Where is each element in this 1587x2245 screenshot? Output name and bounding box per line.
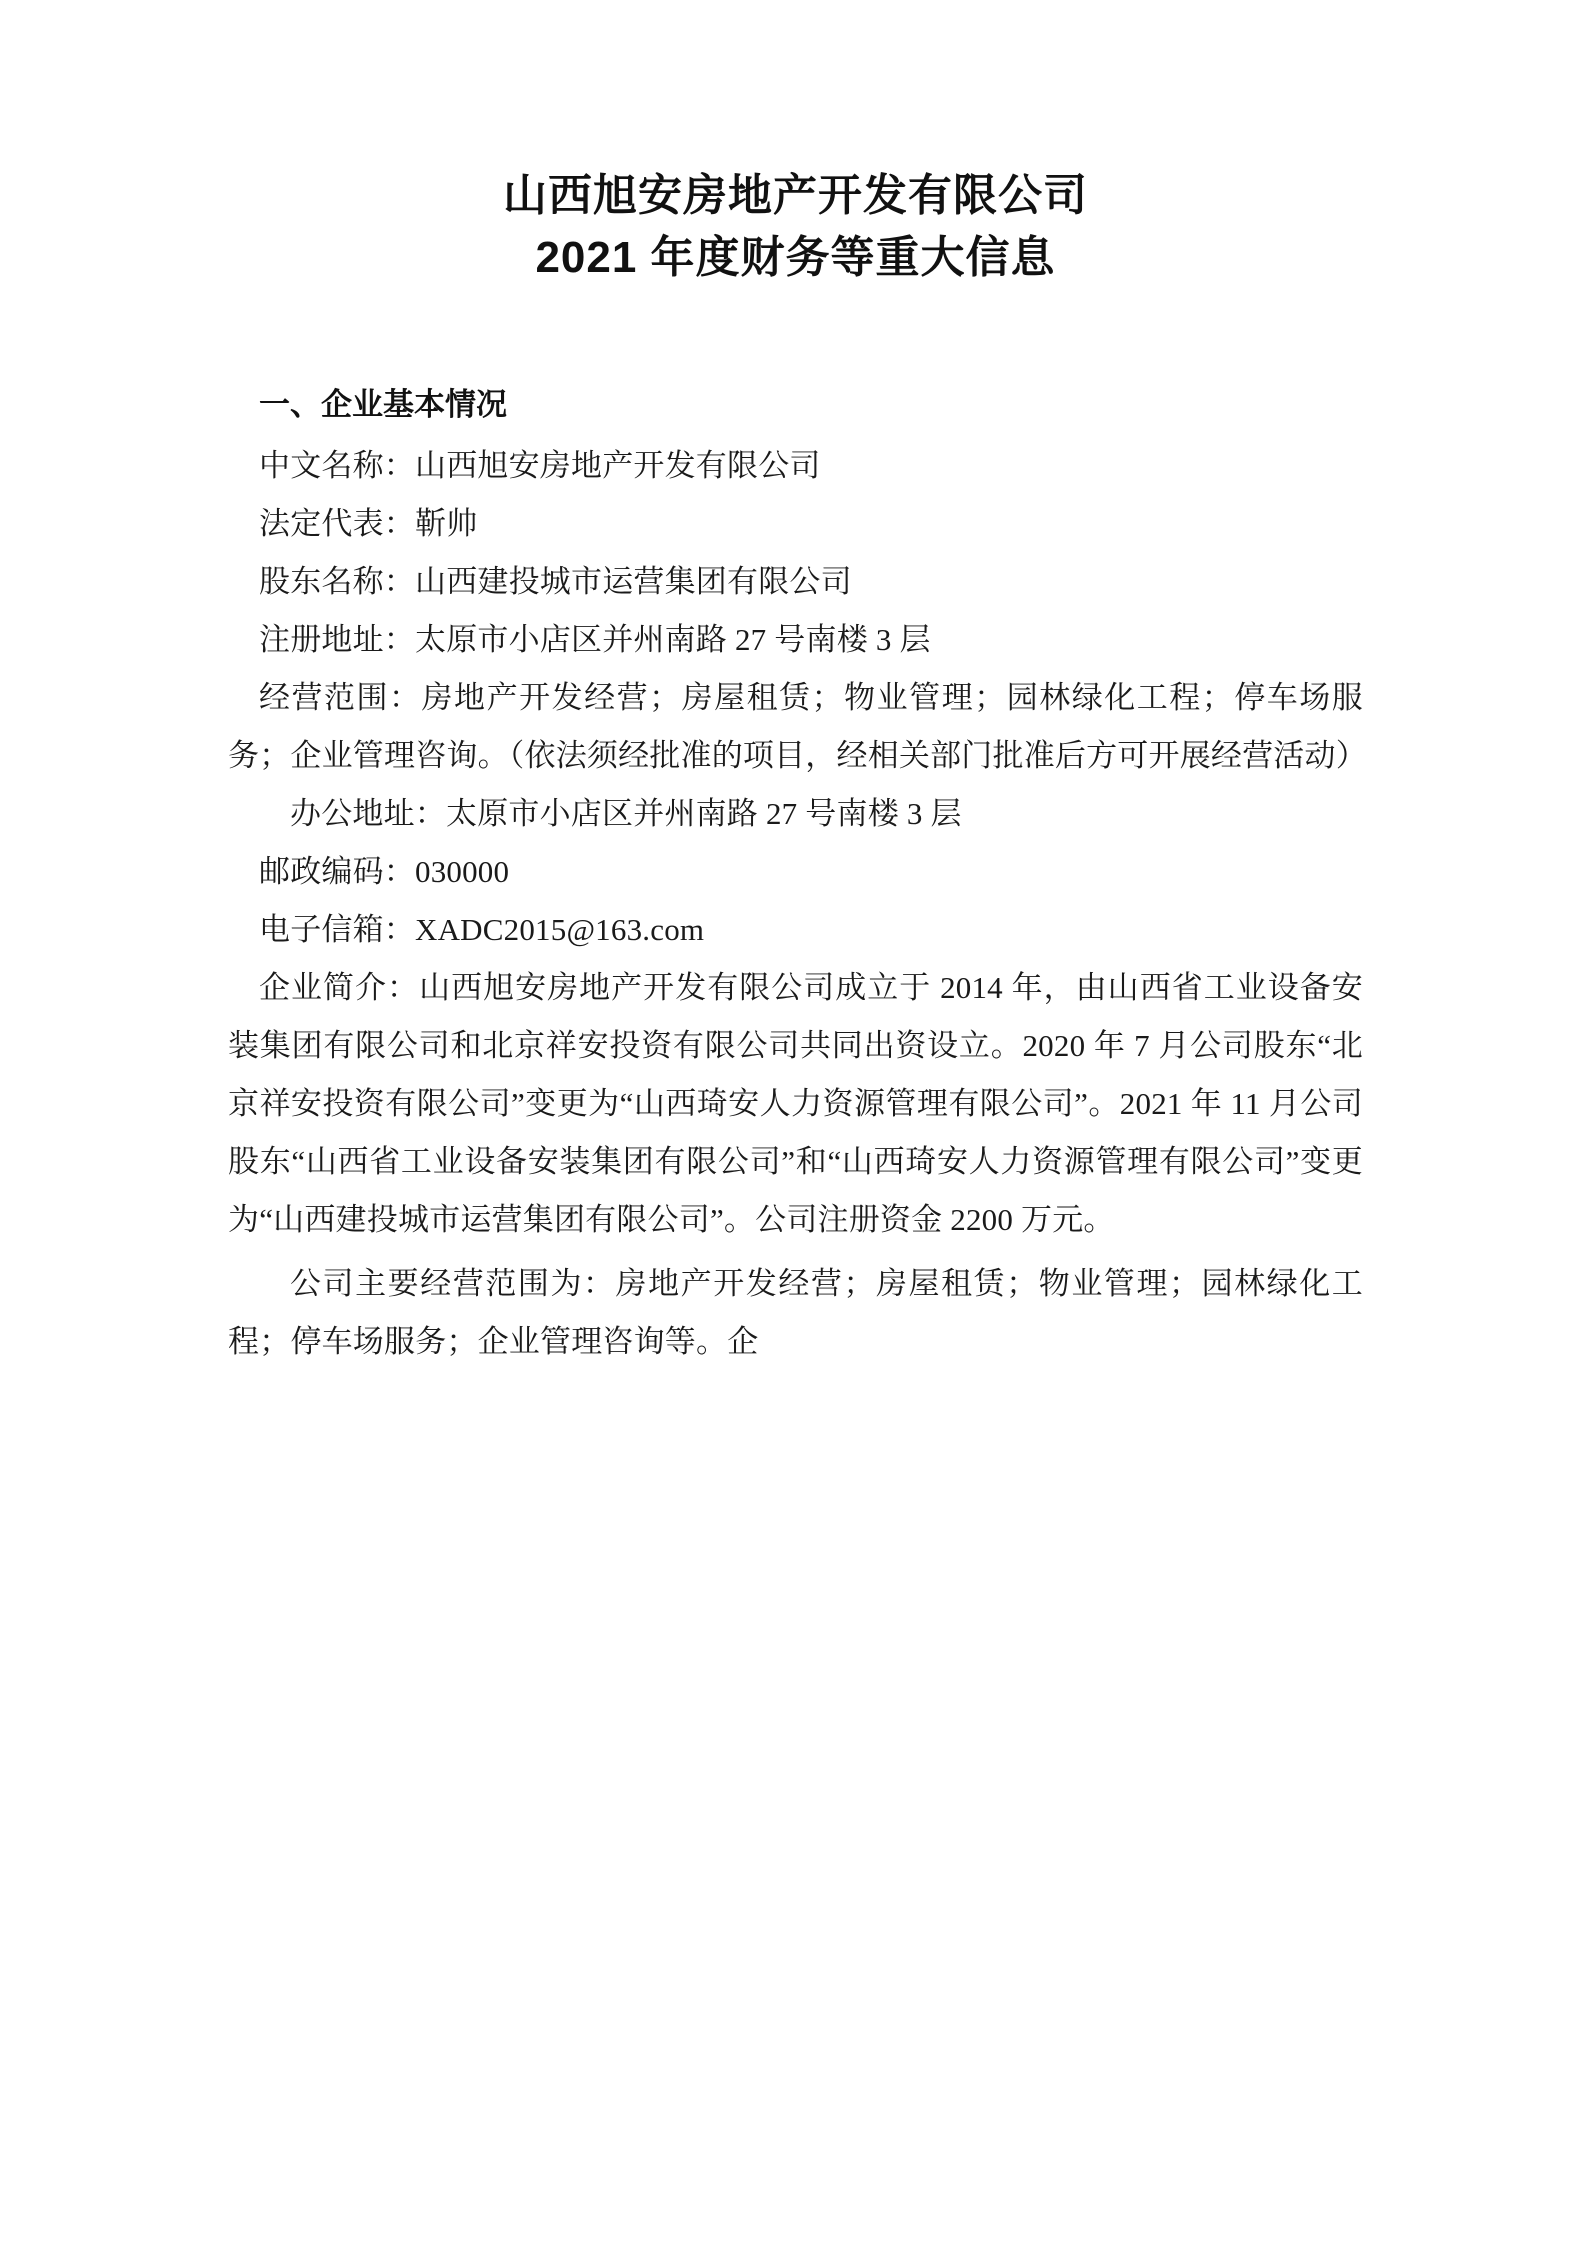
paragraph-main-business-scope: 公司主要经营范围为：房地产开发经营；房屋租赁；物业管理；园林绿化工程；停车场服务；企业管理咨询等。企 bbox=[228, 1266, 1363, 1359]
field-shareholder-name: 股东名称：山西建投城市运营集团有限公司 bbox=[259, 564, 852, 599]
field-postal-code: 邮政编码：030000 bbox=[259, 854, 510, 889]
field-office-address: 办公地址：太原市小店区并州南路 27 号南楼 3 层 bbox=[290, 796, 962, 831]
title-line-1: 山西旭安房地产开发有限公司 bbox=[503, 171, 1088, 220]
document-body bbox=[228, 165, 1367, 1371]
field-email: 电子信箱：XADC2015@163.com bbox=[259, 912, 705, 947]
field-chinese-name: 中文名称：山西旭安房地产开发有限公司 bbox=[259, 448, 821, 483]
field-legal-representative: 法定代表：靳帅 bbox=[259, 506, 478, 541]
page-title bbox=[228, 165, 1363, 289]
paragraph-company-profile: 企业简介：山西旭安房地产开发有限公司成立于 2014 年，由山西省工业设备安装集团有限公司和北京祥安投资有限公司共同出资设立。2020 年 7 月公司股东“北京祥安投资有限公司”变更为“山西琦安人力资源管理有限公司”。2021 年 11 月公司股东“山西省工业设备安装集团有限公司”和“山西琦安人力资源管理有限公司”变更为“山西建投城市运营集团有限公司”。公司注册资金 2200 万元。 bbox=[228, 970, 1363, 1237]
title-line-2: 2021 年度财务等重大信息 bbox=[535, 233, 1056, 282]
field-business-scope: 经营范围：房地产开发经营；房屋租赁；物业管理；园林绿化工程；停车场服务；企业管理咨询。（依法须经批准的项目，经相关部门批准后方可开展经营活动） bbox=[228, 680, 1367, 773]
title-spacer bbox=[228, 289, 1363, 381]
heading-spacer bbox=[228, 429, 1363, 437]
section-heading-company-basics: 一、企业基本情况 bbox=[259, 387, 507, 422]
field-registered-address: 注册地址：太原市小店区并州南路 27 号南楼 3 层 bbox=[259, 622, 931, 657]
